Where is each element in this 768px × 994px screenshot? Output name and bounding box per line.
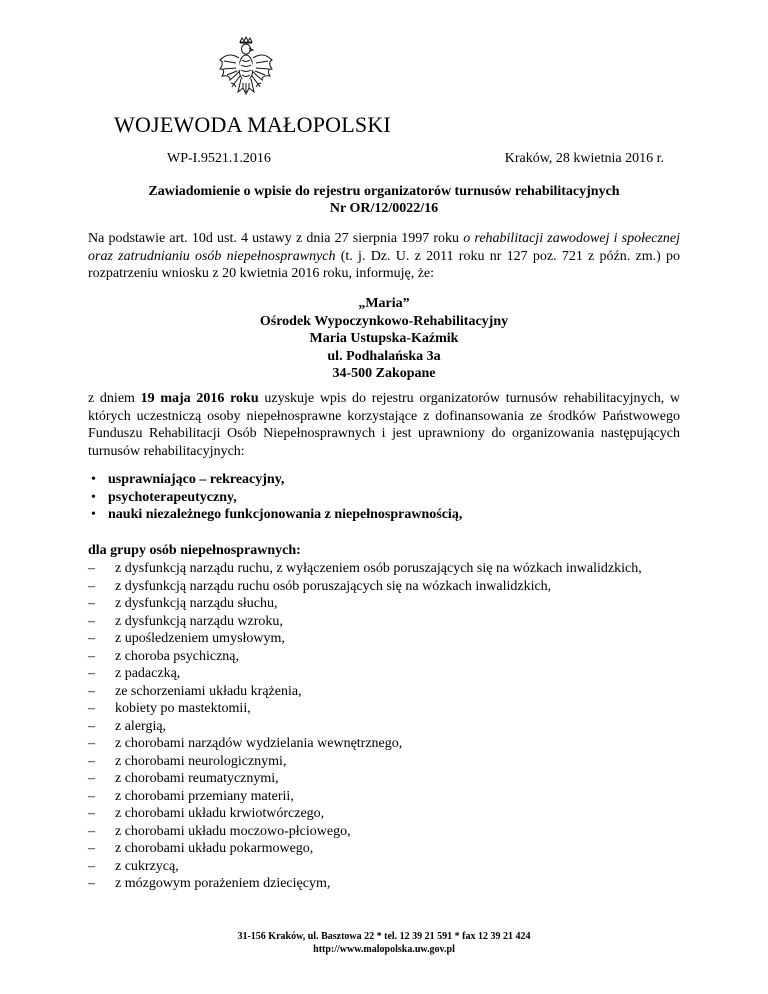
list-item <box>88 735 680 753</box>
polish-eagle-emblem-icon <box>218 36 274 102</box>
footer-url[interactable]: http://www.malopolska.uw.gov.pl <box>313 944 455 955</box>
dash-icon: – <box>88 631 95 646</box>
group-label: z dysfunkcją narządu wzroku, <box>115 613 283 629</box>
office-name: WOJEWODA MAŁOPOLSKI <box>114 112 391 137</box>
dash-icon: – <box>88 683 95 699</box>
dash-icon: – <box>88 771 95 786</box>
list-item <box>88 613 680 631</box>
dash-icon: – <box>88 666 95 681</box>
dash-icon: – <box>88 596 95 611</box>
list-item <box>88 858 680 876</box>
decision-text: uzyskuje wpis do rejestru organizatorów turnusów rehabilitacyjnych, w których uczestniczą osoby niepełnosprawne korzystające z dofinansowania ze środków Państwowego Funduszu Rehabilitacji Osób Niepełnosprawnych i jest uprawniony do organizowania następujących turnusów rehabilitacyjnych: <box>88 391 681 459</box>
group-label: ze schorzeniami układu krążenia, <box>115 683 302 699</box>
dash-icon: – <box>88 613 95 629</box>
group-label: z alergią, <box>115 718 167 734</box>
group-label: z dysfunkcją narządu ruchu osób poruszających się na wózkach inwalidzkich, <box>115 578 552 594</box>
group-label: z dysfunkcją narządu słuchu, <box>115 596 278 611</box>
group-label: z chorobami reumatycznymi, <box>115 771 279 786</box>
list-item <box>88 506 680 524</box>
organizer-type: Ośrodek Wypoczynkowo-Rehabilitacyjny <box>259 313 509 329</box>
group-label: z choroba psychiczną, <box>115 648 239 664</box>
dash-icon: – <box>88 823 95 839</box>
dash-icon: – <box>88 561 95 576</box>
organizer-block <box>88 295 680 383</box>
place-and-date: Kraków, 28 kwietnia 2016 r. <box>504 151 664 166</box>
act-name: o rehabilitacji zawodowej i społecznej oraz zatrudnianiu osób niepełnosprawnych <box>88 231 680 264</box>
dash-icon: – <box>88 718 95 734</box>
intro-paragraph <box>88 230 680 283</box>
bullet-icon: • <box>91 507 96 522</box>
group-label: kobiety po mastektomii, <box>115 701 251 716</box>
group-label: z padaczką, <box>115 666 181 681</box>
list-item <box>88 823 680 841</box>
list-item <box>88 753 680 771</box>
dash-icon: – <box>88 858 95 874</box>
disability-groups-list <box>88 560 680 893</box>
list-item <box>88 665 680 683</box>
turnus-type: nauki niezależnego funkcjonowania z niepełnosprawnością, <box>108 507 463 522</box>
group-label: z chorobami układu pokarmowego, <box>115 841 314 856</box>
list-item <box>88 630 680 648</box>
list-item <box>88 595 680 613</box>
list-item <box>88 489 680 507</box>
register-number: Nr OR/12/0022/16 <box>329 201 439 216</box>
title-line: Zawiadomienie o wpisie do rejestru organizatorów turnusów rehabilitacyjnych <box>148 184 620 199</box>
intro-text-cont: (t. j. Dz. U. z 2011 roku nr 127 poz. 721 z późn. zm.) po rozpatrzeniu wniosku z 20 kwietnia 2016 roku, informuję, że: <box>88 248 680 281</box>
group-label: z chorobami przemiany materii, <box>115 788 294 804</box>
list-item <box>88 788 680 806</box>
list-item <box>88 718 680 736</box>
group-label: z dysfunkcją narządu ruchu, z wyłączeniem osób poruszających się na wózkach inwalidzkich, <box>115 561 642 576</box>
dash-icon: – <box>88 788 95 804</box>
list-item <box>88 875 680 893</box>
document-title <box>88 183 680 217</box>
organizer-name: „Maria” <box>358 296 410 311</box>
group-label: z mózgowym porażeniem dziecięcym, <box>115 876 331 891</box>
group-label: z chorobami układu krwiotwórczego, <box>115 806 325 821</box>
decision-prefix: z dniem <box>88 391 141 406</box>
group-label: z upośledzeniem umysłowym, <box>115 631 285 646</box>
list-item <box>88 648 680 666</box>
dash-icon: – <box>88 648 95 664</box>
list-item <box>88 471 680 489</box>
list-item <box>88 700 680 718</box>
group-label: z chorobami narządów wydzielania wewnętrznego, <box>115 736 403 751</box>
bullet-icon: • <box>91 489 96 505</box>
organizer-city: 34-500 Zakopane <box>332 366 436 381</box>
dash-icon: – <box>88 806 95 821</box>
bullet-icon: • <box>91 472 96 487</box>
turnus-types-list <box>88 471 680 524</box>
organizer-owner: Maria Ustupska-Kaźmik <box>309 331 459 346</box>
decision-date: 19 maja 2016 roku <box>140 391 259 406</box>
groups-heading: dla grupy osób niepełnosprawnych: <box>88 543 301 558</box>
organizer-street: ul. Podhalańska 3a <box>327 348 441 364</box>
group-label: z chorobami neurologicznymi, <box>115 753 287 769</box>
dash-icon: – <box>88 841 95 856</box>
dash-icon: – <box>88 578 95 594</box>
list-item <box>88 770 680 788</box>
list-item <box>88 840 680 858</box>
list-item <box>88 578 680 596</box>
list-item <box>88 805 680 823</box>
list-item <box>88 560 680 578</box>
dash-icon: – <box>88 701 95 716</box>
reference-number: WP-I.9521.1.2016 <box>167 151 271 166</box>
group-label: z cukrzycą, <box>115 858 179 874</box>
page-footer <box>0 930 768 956</box>
dash-icon: – <box>88 736 95 751</box>
footer-address: 31-156 Kraków, ul. Basztowa 22 * tel. 12 39 21 591 * fax 12 39 21 424 <box>237 931 531 942</box>
intro-text: Na podstawie art. 10d ust. 4 ustawy z dnia 27 sierpnia 1997 roku <box>88 231 464 246</box>
group-label: z chorobami układu moczowo-płciowego, <box>115 823 351 839</box>
dash-icon: – <box>88 876 95 891</box>
turnus-type: psychoterapeutyczny, <box>108 489 237 505</box>
list-item <box>88 683 680 701</box>
decision-paragraph <box>88 390 680 460</box>
turnus-type: usprawniająco – rekreacyjny, <box>108 472 285 487</box>
dash-icon: – <box>88 753 95 769</box>
